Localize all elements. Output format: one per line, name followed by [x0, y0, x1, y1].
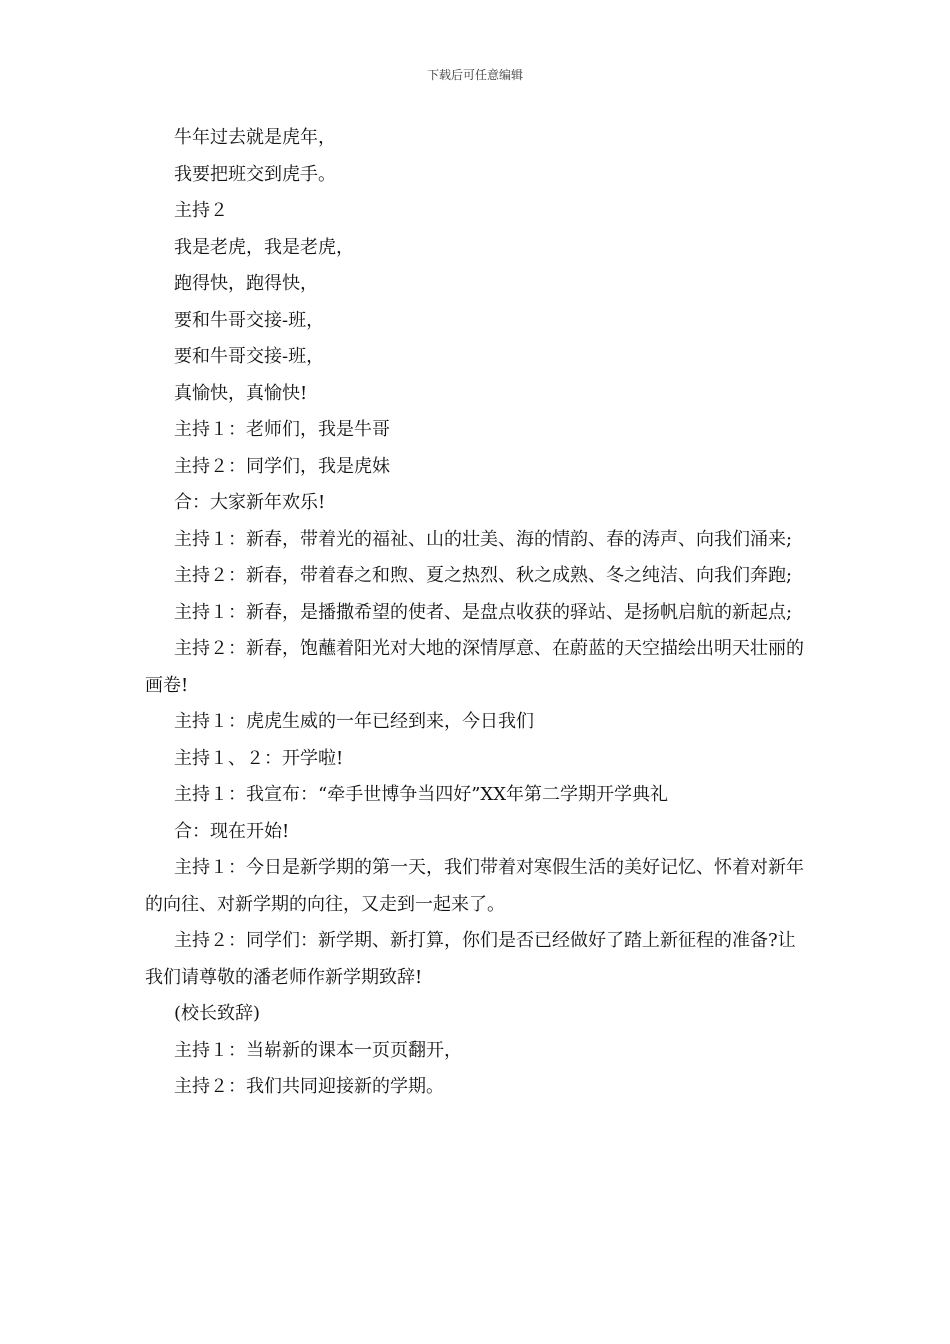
text-line: 真愉快，真愉快!: [174, 382, 308, 404]
text-line: 我是老虎，我是老虎，: [174, 236, 354, 258]
text-line: 主持１：我宣布：“牵手世博争当四好”XX年第二学期开学典礼: [174, 784, 669, 805]
text-paragraph: 主持２：新春，带着春之和煦、夏之热烈、秋之成熟、冬之纯洁、向我们奔跑;: [174, 565, 793, 586]
page-header: 下载后可任意编辑: [426, 68, 523, 82]
text-line: 我要把班交到虎手。: [174, 163, 336, 185]
text-line: 要和牛哥交接-班，: [174, 309, 325, 331]
text-paragraph: 主持２：同学们：新学期、新打算，你们是否已经做好了踏上新征程的准备?让我们请尊敬的潘老师作新学期致辞!: [145, 930, 796, 988]
text-line: 合：大家新年欢乐!: [174, 492, 326, 513]
text-line: 主持１：虎虎生威的一年已经到来，今日我们: [174, 711, 534, 732]
text-paragraph: 主持２：新春，饱蘸着阳光对大地的深情厚意、在蔚蓝的天空描绘出明天壮丽的画卷!: [145, 638, 804, 696]
text-line: 主持２：同学们，我是虎妹: [174, 455, 390, 477]
text-line: 跑得快，跑得快，: [174, 273, 318, 294]
text-line: 要和牛哥交接-班，: [174, 346, 325, 367]
text-line: 牛年过去就是虎年，: [174, 127, 336, 148]
text-paragraph: 主持１：新春，带着光的福祉、山的壮美、海的情韵、春的涛声、向我们涌来;: [174, 528, 793, 550]
text-line: 主持１：当崭新的课本一页页翻开，: [174, 1039, 462, 1061]
text-line: (校长致辞): [174, 1003, 261, 1024]
text-line: 主持１：老师们，我是牛哥: [174, 419, 390, 440]
text-paragraph: 主持１：新春，是播撒希望的使者、是盘点收获的驿站、是扬帆启航的新起点;: [174, 601, 793, 623]
text-line: 主持２: [174, 200, 228, 221]
text-line: 主持２：我们共同迎接新的学期。: [174, 1076, 444, 1097]
text-line: 主持１、２：开学啦!: [174, 747, 344, 769]
document-body: [145, 120, 810, 1106]
text-line: 合：现在开始!: [174, 820, 290, 842]
text-paragraph: 主持１：今日是新学期的第一天，我们带着对寒假生活的美好记忆、怀着对新年的向往、对新学期的向往，又走到一起来了。: [145, 857, 804, 915]
